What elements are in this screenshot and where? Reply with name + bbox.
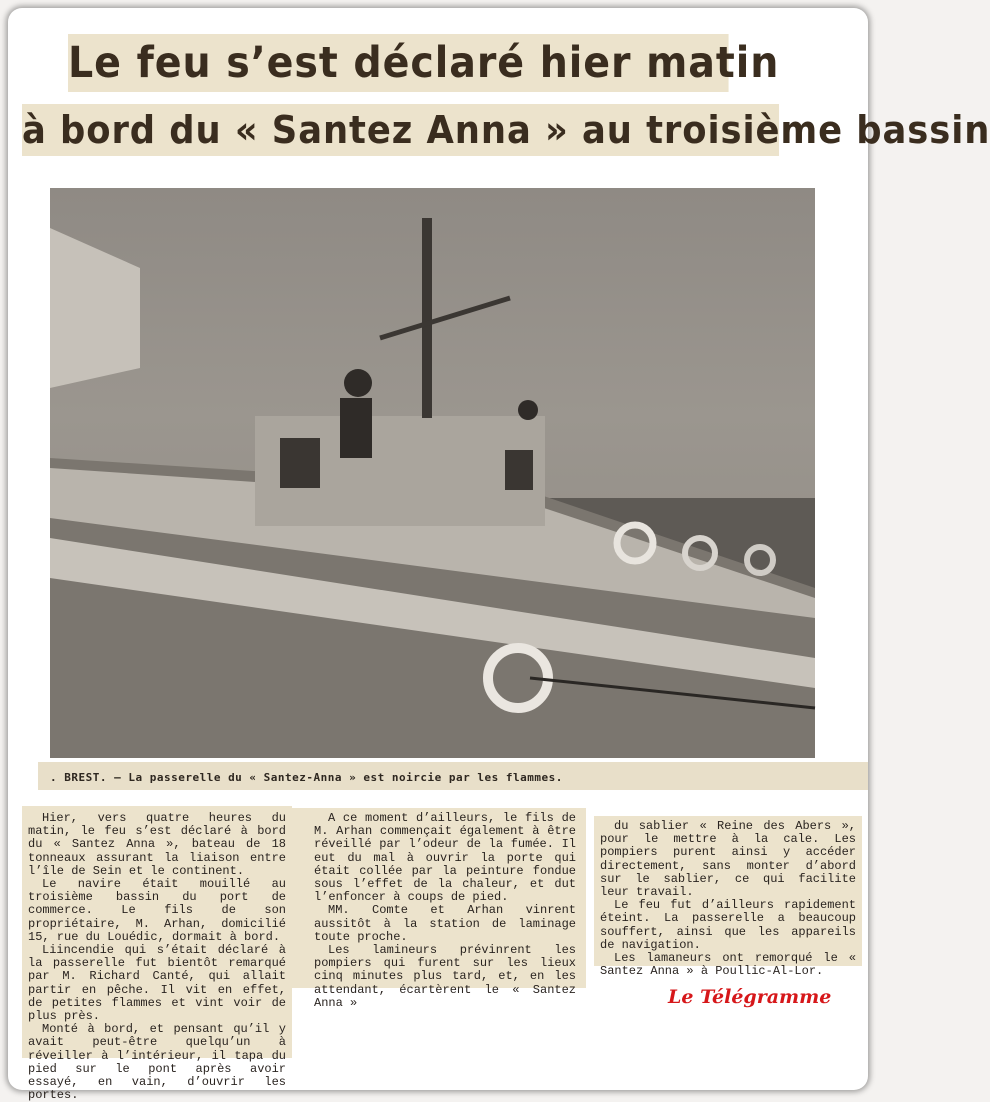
article-column-1	[22, 806, 292, 1102]
wheelhouse-window	[505, 450, 533, 490]
mast	[422, 218, 432, 418]
person	[518, 400, 538, 420]
paragraph: Les lamaneurs ont remorqué le « Santez Anna » à Poullic-Al-Lor.	[600, 951, 856, 979]
paragraph: du sablier « Reine des Abers », pour le mettre à la cale. Les pompiers purent ainsi y accéder directement, sans monter d’abord sur le sablier, ce qui facilite leur travail.	[600, 819, 856, 900]
headline-line-2: à bord du « Santez Anna » au troisième bassin	[22, 104, 779, 156]
paragraph: A ce moment d’ailleurs, le fils de M. Arhan commençait également à être réveillé par l’odeur de la fumée. Il eut du mal à ouvrir la porte qui était collée par la peinture fondue sous l’effet de la chaleur, et dut l’enfoncer à coups de pied.	[314, 811, 576, 905]
article-column-2	[290, 808, 586, 1010]
mast-crossbar	[380, 298, 510, 338]
neighbour-hull	[50, 228, 140, 388]
paragraph: Le feu fut d’ailleurs rapidement éteint. La passerelle a beaucoup souffert, ainsi que les appareils de navigation.	[600, 898, 856, 952]
boat-photo	[50, 188, 815, 758]
headline-line-1: Le feu s’est déclaré hier matin	[68, 34, 729, 92]
boat-illustration	[50, 188, 815, 758]
paragraph: Monté à bord, et pensant qu’il y avait peut-être quelqu’un à réveiller à l’intérieur, il tapa du pied sur le pont après avoir essayé, en vain, d’ouvrir les portes.	[28, 1022, 286, 1102]
paragraph: Le navire était mouillé au troisième bassin du port de commerce. Le fils de son propriétaire, M. Arhan, domicilié 15, rue du Louédic, dormait à bord.	[28, 877, 286, 944]
paragraph: Hier, vers quatre heures du matin, le feu s’est déclaré à bord du « Santez Anna », bateau de 18 tonneaux assurant la liaison entre l’île de Sein et le continent.	[28, 811, 286, 878]
wheelhouse-window	[280, 438, 320, 488]
newspaper-signature: Le Télégramme	[668, 986, 832, 1008]
paragraph: Liincendie qui s’était déclaré à la passerelle fut bientôt remarqué par M. Richard Canté, qui allait partir en pêche. Il vit en effet, de petites flammes et vint voir de plus près.	[28, 943, 286, 1024]
person	[344, 369, 372, 397]
paragraph: MM. Comte et Arhan vinrent aussitôt à la station de laminage toute proche.	[314, 903, 576, 944]
person	[340, 398, 372, 458]
photo-caption: . BREST. — La passerelle du « Santez-Anna » est noircie par les flammes.	[50, 771, 563, 784]
paragraph: Les lamineurs prévinrent les pompiers qui furent sur les lieux cinq minutes plus tard, et, en les attendant, écartèrent le « Santez Anna »	[314, 943, 576, 1010]
article-column-3	[594, 816, 862, 979]
